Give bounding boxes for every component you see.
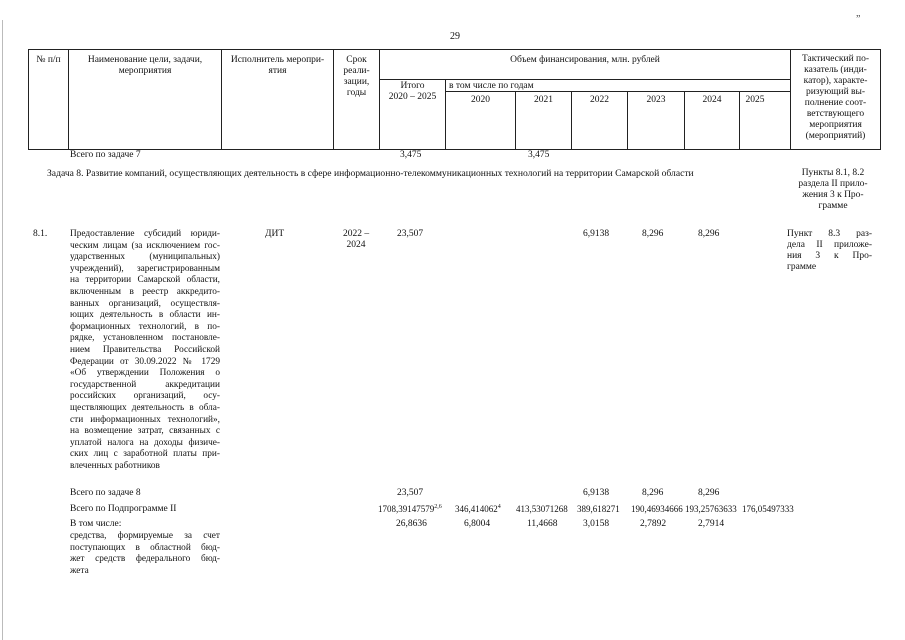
header-indicator: Тактический по- казатель (инди- катор), характе- ризующий вы- полнение соот- ветствующего мероприятия (мероприятий): [801, 54, 870, 141]
item-executor: ДИТ: [265, 229, 285, 239]
item-number: 8.1.: [33, 229, 48, 239]
page-margin-line: [2, 20, 3, 640]
header-name: Наименование цели, задачи, мероприятия: [87, 55, 203, 76]
header-year-2024: 2024: [702, 95, 722, 105]
task8-title: Задача 8. Развитие компаний, осуществляющих деятельность в сфере информационно-телекоммуникационных технологий на территории Самарской области: [47, 168, 694, 179]
item-indicator: Пункт 8.3 раз- дела II приложе- ния 3 к Про- грамме: [787, 229, 872, 272]
page-number: 29: [450, 31, 460, 42]
header-number: № п/п: [36, 55, 61, 65]
item-description: Предоставление субсидий юриди- ческим лицам (за исключением гос- ударственных (муниципальных) учреждений), зарегистрированным на территории Самарской области, включенным в реестр аккредито- ванных организаций, осуществля- ющих деятельность в области ин- формационных технологий, в по- рядке, установленном постановле- нием Правительства Российской Федерации от 30.09.2022 № 1729 «Об утверждении Положения о государственной аккредитации российских организаций, осу- ществляющих деятельность в обла- сти информационных технологий», на возмещение затрат, связанных с уплатой налога на доходы физиче- ских лиц с заработной платы при- влеченных работников: [70, 229, 220, 471]
header-funding: Объем финансирования, млн. рублей: [510, 55, 660, 65]
header-by-years: в том числе по годам: [449, 81, 534, 91]
header-year-2023: 2023: [646, 95, 666, 105]
corner-mark: ”: [856, 14, 861, 25]
header-year-2022: 2022: [590, 95, 609, 105]
header-year-2020: 2020: [471, 95, 490, 105]
item-term: 2022 – 2024: [342, 229, 370, 250]
header-year-2025: 2025: [745, 95, 765, 105]
header-term: Срок реали- зации, годы: [343, 55, 370, 98]
header-executor: Исполнитель меропри- ятия: [230, 55, 325, 76]
task8-indicator: Пункты 8.1, 8.2 раздела II прило- жения 3 к Про- грамме: [798, 168, 868, 211]
header-year-2021: 2021: [534, 95, 553, 105]
header-total: Итого 2020 – 2025: [388, 81, 437, 102]
including-description: средства, формируемые за счет поступающих в областной бюд- жет средств федерального бюд- жета: [70, 531, 220, 576]
